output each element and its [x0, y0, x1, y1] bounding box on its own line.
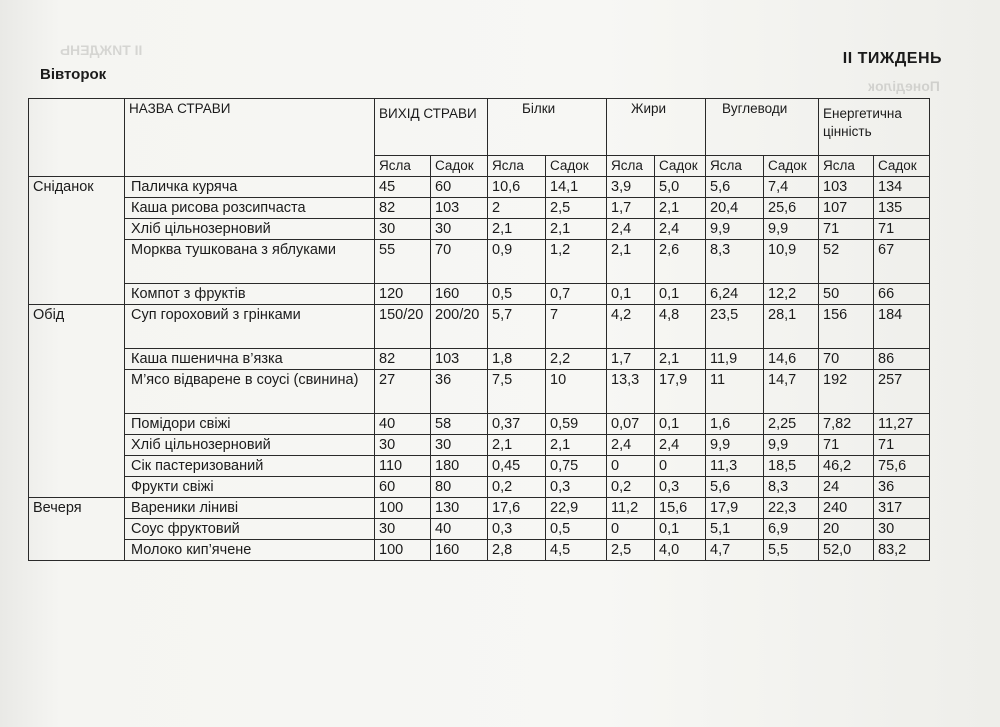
output-nursery-cell: 60 — [375, 477, 431, 498]
output-header: ВИХІД СТРАВИ — [375, 99, 488, 156]
dish-name-cell: Паличка куряча — [125, 177, 375, 198]
fats-nursery-cell: 1,7 — [607, 198, 655, 219]
energy-nursery-cell: 20 — [819, 519, 874, 540]
fats-nursery-cell: 13,3 — [607, 370, 655, 414]
table-row — [29, 370, 930, 414]
meal-cell — [29, 540, 125, 561]
output-nursery-cell: 30 — [375, 519, 431, 540]
energy-nursery-cell: 46,2 — [819, 456, 874, 477]
fats-kindergarten-cell: 2,1 — [655, 349, 706, 370]
carbs-kindergarten-cell: 14,6 — [764, 349, 819, 370]
carbs-nursery-cell: 11,3 — [706, 456, 764, 477]
dish-name-cell: Хліб цільнозерновий — [125, 435, 375, 456]
proteins-kindergarten-cell: 10 — [546, 370, 607, 414]
fats-kindergarten-cell: 4,0 — [655, 540, 706, 561]
energy-nursery-cell: 71 — [819, 219, 874, 240]
proteins-nursery-cell: 2,1 — [488, 435, 546, 456]
proteins-kindergarten-cell: 1,2 — [546, 240, 607, 284]
energy-kindergarten-cell: 317 — [874, 498, 930, 519]
energy-kindergarten-cell: 184 — [874, 305, 930, 349]
meal-cell — [29, 414, 125, 435]
table-row — [29, 305, 930, 349]
bleed-through-text: Понеділок — [868, 78, 940, 94]
table-row — [29, 414, 930, 435]
dish-name-cell: Компот з фруктів — [125, 284, 375, 305]
proteins-nursery-cell: 7,5 — [488, 370, 546, 414]
table-row — [29, 284, 930, 305]
fats-kindergarten-cell: 0 — [655, 456, 706, 477]
proteins-nursery-cell: 0,5 — [488, 284, 546, 305]
carbs-kindergarten-cell: 14,7 — [764, 370, 819, 414]
fats-nursery-cell: 0,1 — [607, 284, 655, 305]
energy-kindergarten-subheader: Садок — [874, 156, 930, 177]
carbs-kindergarten-cell: 8,3 — [764, 477, 819, 498]
proteins-kindergarten-cell: 0,59 — [546, 414, 607, 435]
fats-nursery-cell: 0 — [607, 456, 655, 477]
proteins-kindergarten-cell: 2,1 — [546, 219, 607, 240]
carbs-nursery-cell: 9,9 — [706, 435, 764, 456]
fats-nursery-cell: 2,4 — [607, 219, 655, 240]
carbs-kindergarten-cell: 25,6 — [764, 198, 819, 219]
proteins-nursery-cell: 0,3 — [488, 519, 546, 540]
fats-nursery-subheader: Ясла — [607, 156, 655, 177]
table-row — [29, 240, 930, 284]
energy-kindergarten-cell: 71 — [874, 219, 930, 240]
dish-name-cell: Соус фруктовий — [125, 519, 375, 540]
fats-nursery-cell: 1,7 — [607, 349, 655, 370]
proteins-kindergarten-cell: 0,7 — [546, 284, 607, 305]
carbs-kindergarten-cell: 5,5 — [764, 540, 819, 561]
dish-name-cell: Вареники ліниві — [125, 498, 375, 519]
output-kindergarten-cell: 80 — [431, 477, 488, 498]
output-nursery-subheader: Ясла — [375, 156, 431, 177]
meal-cell — [29, 219, 125, 240]
table-row — [29, 540, 930, 561]
proteins-header: Білки — [488, 99, 607, 156]
carbs-nursery-cell: 4,7 — [706, 540, 764, 561]
fats-kindergarten-cell: 2,1 — [655, 198, 706, 219]
output-nursery-cell: 55 — [375, 240, 431, 284]
table-row — [29, 456, 930, 477]
carbs-nursery-cell: 1,6 — [706, 414, 764, 435]
fats-kindergarten-cell: 15,6 — [655, 498, 706, 519]
energy-kindergarten-cell: 83,2 — [874, 540, 930, 561]
energy-kindergarten-cell: 11,27 — [874, 414, 930, 435]
carbs-nursery-cell: 8,3 — [706, 240, 764, 284]
proteins-nursery-cell: 0,37 — [488, 414, 546, 435]
output-nursery-cell: 150/20 — [375, 305, 431, 349]
carbs-kindergarten-subheader: Садок — [764, 156, 819, 177]
output-nursery-cell: 45 — [375, 177, 431, 198]
proteins-nursery-cell: 1,8 — [488, 349, 546, 370]
carbs-nursery-cell: 11,9 — [706, 349, 764, 370]
day-title: Вівторок — [40, 66, 107, 83]
output-nursery-cell: 100 — [375, 498, 431, 519]
fats-kindergarten-cell: 2,4 — [655, 219, 706, 240]
table-row — [29, 198, 930, 219]
table-row — [29, 519, 930, 540]
bleed-through-text: ІІ ТИЖДЕНЬ — [60, 42, 143, 58]
fats-nursery-cell: 2,4 — [607, 435, 655, 456]
dish-name-cell: Хліб цільнозерновий — [125, 219, 375, 240]
energy-kindergarten-cell: 86 — [874, 349, 930, 370]
energy-nursery-cell: 240 — [819, 498, 874, 519]
proteins-kindergarten-cell: 0,5 — [546, 519, 607, 540]
table-row — [29, 219, 930, 240]
output-kindergarten-cell: 160 — [431, 284, 488, 305]
energy-nursery-cell: 107 — [819, 198, 874, 219]
energy-kindergarten-cell: 75,6 — [874, 456, 930, 477]
carbs-kindergarten-cell: 18,5 — [764, 456, 819, 477]
proteins-nursery-cell: 2,8 — [488, 540, 546, 561]
fats-kindergarten-cell: 0,3 — [655, 477, 706, 498]
output-nursery-cell: 27 — [375, 370, 431, 414]
fats-kindergarten-cell: 5,0 — [655, 177, 706, 198]
energy-nursery-cell: 71 — [819, 435, 874, 456]
carbs-nursery-cell: 5,6 — [706, 477, 764, 498]
proteins-kindergarten-cell: 0,3 — [546, 477, 607, 498]
dish-name-cell: М’ясо відварене в соусі (свинина) — [125, 370, 375, 414]
meal-cell — [29, 349, 125, 370]
energy-nursery-cell: 24 — [819, 477, 874, 498]
fats-nursery-cell: 0 — [607, 519, 655, 540]
carbs-kindergarten-cell: 2,25 — [764, 414, 819, 435]
carbs-nursery-cell: 20,4 — [706, 198, 764, 219]
energy-kindergarten-cell: 36 — [874, 477, 930, 498]
week-title: ІІ ТИЖДЕНЬ — [842, 50, 942, 67]
output-nursery-cell: 120 — [375, 284, 431, 305]
energy-nursery-cell: 50 — [819, 284, 874, 305]
meal-cell — [29, 284, 125, 305]
output-kindergarten-cell: 103 — [431, 349, 488, 370]
dish-name-cell: Помідори свіжі — [125, 414, 375, 435]
output-kindergarten-cell: 130 — [431, 498, 488, 519]
dish-name-cell: Сік пастеризований — [125, 456, 375, 477]
table-row — [29, 498, 930, 519]
table-row — [29, 349, 930, 370]
proteins-kindergarten-cell: 7 — [546, 305, 607, 349]
proteins-kindergarten-cell: 14,1 — [546, 177, 607, 198]
proteins-nursery-cell: 10,6 — [488, 177, 546, 198]
meal-cell: Обід — [29, 305, 125, 349]
proteins-kindergarten-cell: 22,9 — [546, 498, 607, 519]
meal-cell — [29, 477, 125, 498]
meal-cell: Сніданок — [29, 177, 125, 198]
fats-kindergarten-cell: 17,9 — [655, 370, 706, 414]
dish-name-cell: Каша рисова розсипчаста — [125, 198, 375, 219]
output-nursery-cell: 30 — [375, 435, 431, 456]
energy-kindergarten-cell: 71 — [874, 435, 930, 456]
carbs-kindergarten-cell: 9,9 — [764, 219, 819, 240]
carbs-nursery-cell: 23,5 — [706, 305, 764, 349]
carbs-kindergarten-cell: 10,9 — [764, 240, 819, 284]
proteins-nursery-cell: 0,9 — [488, 240, 546, 284]
carbs-nursery-cell: 9,9 — [706, 219, 764, 240]
table-row — [29, 477, 930, 498]
energy-kindergarten-cell: 66 — [874, 284, 930, 305]
table-row — [29, 177, 930, 198]
energy-nursery-subheader: Ясла — [819, 156, 874, 177]
carbs-kindergarten-cell: 28,1 — [764, 305, 819, 349]
meal-cell — [29, 519, 125, 540]
carbs-kindergarten-cell: 7,4 — [764, 177, 819, 198]
fats-nursery-cell: 2,1 — [607, 240, 655, 284]
output-kindergarten-cell: 70 — [431, 240, 488, 284]
carbs-kindergarten-cell: 22,3 — [764, 498, 819, 519]
fats-kindergarten-cell: 0,1 — [655, 519, 706, 540]
fats-kindergarten-subheader: Садок — [655, 156, 706, 177]
output-kindergarten-cell: 60 — [431, 177, 488, 198]
proteins-nursery-cell: 2,1 — [488, 219, 546, 240]
proteins-nursery-cell: 5,7 — [488, 305, 546, 349]
fats-kindergarten-cell: 0,1 — [655, 284, 706, 305]
output-nursery-cell: 30 — [375, 219, 431, 240]
output-nursery-cell: 100 — [375, 540, 431, 561]
proteins-nursery-cell: 0,2 — [488, 477, 546, 498]
output-kindergarten-cell: 103 — [431, 198, 488, 219]
output-kindergarten-cell: 40 — [431, 519, 488, 540]
meal-cell — [29, 240, 125, 284]
meal-header-blank — [29, 99, 125, 177]
fats-nursery-cell: 11,2 — [607, 498, 655, 519]
proteins-nursery-subheader: Ясла — [488, 156, 546, 177]
meal-cell: Вечеря — [29, 498, 125, 519]
output-kindergarten-subheader: Садок — [431, 156, 488, 177]
output-kindergarten-cell: 180 — [431, 456, 488, 477]
output-kindergarten-cell: 200/20 — [431, 305, 488, 349]
fats-nursery-cell: 2,5 — [607, 540, 655, 561]
energy-kindergarten-cell: 67 — [874, 240, 930, 284]
output-kindergarten-cell: 58 — [431, 414, 488, 435]
output-nursery-cell: 40 — [375, 414, 431, 435]
output-nursery-cell: 82 — [375, 198, 431, 219]
fats-kindergarten-cell: 0,1 — [655, 414, 706, 435]
proteins-nursery-cell: 17,6 — [488, 498, 546, 519]
carbs-header: Вуглеводи — [706, 99, 819, 156]
output-kindergarten-cell: 30 — [431, 435, 488, 456]
proteins-kindergarten-cell: 0,75 — [546, 456, 607, 477]
proteins-kindergarten-cell: 2,1 — [546, 435, 607, 456]
energy-kindergarten-cell: 257 — [874, 370, 930, 414]
energy-nursery-cell: 70 — [819, 349, 874, 370]
dish-name-cell: Каша пшенична в’язка — [125, 349, 375, 370]
fats-header: Жири — [607, 99, 706, 156]
dish-name-cell: Фрукти свіжі — [125, 477, 375, 498]
fats-nursery-cell: 0,2 — [607, 477, 655, 498]
output-kindergarten-cell: 30 — [431, 219, 488, 240]
output-nursery-cell: 82 — [375, 349, 431, 370]
meal-cell — [29, 370, 125, 414]
carbs-kindergarten-cell: 9,9 — [764, 435, 819, 456]
energy-nursery-cell: 52 — [819, 240, 874, 284]
energy-nursery-cell: 103 — [819, 177, 874, 198]
output-kindergarten-cell: 160 — [431, 540, 488, 561]
energy-nursery-cell: 7,82 — [819, 414, 874, 435]
energy-nursery-cell: 192 — [819, 370, 874, 414]
meal-cell — [29, 198, 125, 219]
carbs-nursery-cell: 5,1 — [706, 519, 764, 540]
carbs-kindergarten-cell: 6,9 — [764, 519, 819, 540]
fats-kindergarten-cell: 4,8 — [655, 305, 706, 349]
fats-nursery-cell: 4,2 — [607, 305, 655, 349]
meal-cell — [29, 435, 125, 456]
carbs-kindergarten-cell: 12,2 — [764, 284, 819, 305]
carbs-nursery-cell: 11 — [706, 370, 764, 414]
dish-header: НАЗВА СТРАВИ — [125, 99, 375, 177]
fats-nursery-cell: 3,9 — [607, 177, 655, 198]
table-row — [29, 435, 930, 456]
meal-cell — [29, 456, 125, 477]
fats-nursery-cell: 0,07 — [607, 414, 655, 435]
output-kindergarten-cell: 36 — [431, 370, 488, 414]
fats-kindergarten-cell: 2,4 — [655, 435, 706, 456]
carbs-nursery-cell: 17,9 — [706, 498, 764, 519]
proteins-nursery-cell: 0,45 — [488, 456, 546, 477]
energy-header: Енергетична цінність — [819, 99, 930, 156]
energy-nursery-cell: 52,0 — [819, 540, 874, 561]
carbs-nursery-cell: 6,24 — [706, 284, 764, 305]
proteins-kindergarten-cell: 4,5 — [546, 540, 607, 561]
dish-name-cell: Суп гороховий з грінками — [125, 305, 375, 349]
dish-name-cell: Морква тушкована з яблуками — [125, 240, 375, 284]
proteins-kindergarten-cell: 2,5 — [546, 198, 607, 219]
energy-kindergarten-cell: 30 — [874, 519, 930, 540]
energy-kindergarten-cell: 134 — [874, 177, 930, 198]
proteins-kindergarten-cell: 2,2 — [546, 349, 607, 370]
menu-table — [28, 98, 930, 561]
proteins-nursery-cell: 2 — [488, 198, 546, 219]
dish-name-cell: Молоко кип’ячене — [125, 540, 375, 561]
energy-kindergarten-cell: 135 — [874, 198, 930, 219]
energy-nursery-cell: 156 — [819, 305, 874, 349]
proteins-kindergarten-subheader: Садок — [546, 156, 607, 177]
fats-kindergarten-cell: 2,6 — [655, 240, 706, 284]
output-nursery-cell: 110 — [375, 456, 431, 477]
carbs-nursery-subheader: Ясла — [706, 156, 764, 177]
carbs-nursery-cell: 5,6 — [706, 177, 764, 198]
